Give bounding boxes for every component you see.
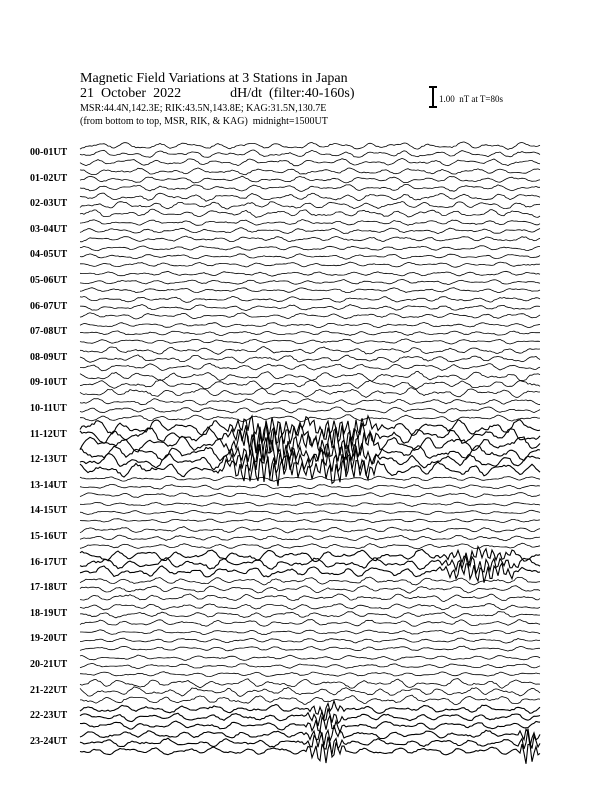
hour-label: 08-09UT bbox=[30, 351, 68, 363]
trace-msr-16-17UT bbox=[80, 563, 540, 583]
trace-kag-14-15UT bbox=[80, 502, 540, 506]
trace-msr-18-19UT bbox=[80, 620, 540, 627]
hour-label: 02-03UT bbox=[30, 198, 68, 210]
trace-rik-14-15UT bbox=[80, 510, 540, 514]
trace-kag-08-09UT bbox=[80, 347, 540, 355]
hour-label: 21-22UT bbox=[30, 684, 68, 696]
station-coordinates: MSR:44.4N,142.3E; RIK:43.5N,143.8E; KAG:31.5N,130.7E bbox=[80, 103, 327, 114]
trace-msr-20-21UT bbox=[80, 672, 540, 677]
station-order-note: (from bottom to top, MSR, RIK, & KAG) midnight=1500UT bbox=[80, 116, 328, 127]
trace-rik-17-18UT bbox=[80, 586, 540, 594]
trace-kag-06-07UT bbox=[80, 297, 540, 303]
trace-msr-14-15UT bbox=[80, 519, 540, 523]
hour-label: 20-21UT bbox=[30, 659, 68, 670]
trace-kag-15-16UT bbox=[80, 527, 540, 533]
trace-kag-09-10UT bbox=[80, 371, 540, 381]
hour-label: 13-14UT bbox=[30, 479, 68, 491]
hour-label: 09-10UT bbox=[30, 377, 68, 389]
hour-label: 10-11UT bbox=[30, 403, 67, 414]
trace-msr-02-03UT bbox=[80, 209, 540, 217]
trace-rik-07-08UT bbox=[80, 331, 540, 336]
trace-msr-12-13UT bbox=[80, 453, 540, 486]
trace-rik-04-05UT bbox=[80, 254, 540, 259]
trace-msr-09-10UT bbox=[80, 388, 540, 398]
trace-kag-18-19UT bbox=[80, 604, 540, 610]
trace-kag-20-21UT bbox=[80, 655, 540, 660]
hour-label: 14-15UT bbox=[30, 505, 68, 517]
trace-kag-13-14UT bbox=[80, 476, 540, 481]
trace-rik-21-22UT bbox=[80, 687, 540, 697]
trace-rik-18-19UT bbox=[80, 612, 540, 619]
trace-msr-17-18UT bbox=[80, 594, 540, 602]
hour-label: 11-12UT bbox=[30, 428, 67, 440]
trace-rik-06-07UT bbox=[80, 305, 540, 311]
trace-rik-01-02UT bbox=[80, 176, 540, 183]
trace-msr-13-14UT bbox=[80, 493, 540, 498]
hour-label: 22-23UT bbox=[30, 710, 68, 722]
trace-kag-01-02UT bbox=[80, 168, 540, 175]
trace-rik-13-14UT bbox=[80, 485, 540, 490]
trace-msr-00-01UT bbox=[80, 158, 540, 165]
hour-label: 03-04UT bbox=[30, 223, 68, 235]
hour-label: 07-08UT bbox=[30, 326, 68, 338]
trace-kag-19-20UT bbox=[80, 630, 540, 635]
trace-rik-08-09UT bbox=[80, 355, 540, 363]
trace-msr-06-07UT bbox=[80, 313, 540, 319]
trace-rik-19-20UT bbox=[80, 638, 540, 643]
hour-label: 12-13UT bbox=[30, 454, 68, 466]
hour-label: 18-19UT bbox=[30, 607, 68, 619]
date-and-filter: 21 October 2022 dH/dt (filter:40-160s) bbox=[80, 86, 355, 101]
hour-label: 23-24UT bbox=[30, 735, 68, 747]
trace-msr-04-05UT bbox=[80, 262, 540, 267]
trace-rik-03-04UT bbox=[80, 228, 540, 234]
trace-kag-07-08UT bbox=[80, 322, 540, 327]
trace-msr-01-02UT bbox=[80, 185, 540, 192]
trace-msr-19-20UT bbox=[80, 646, 540, 651]
hour-label: 04-05UT bbox=[30, 249, 68, 261]
hour-label: 19-20UT bbox=[30, 633, 68, 645]
trace-rik-10-11UT bbox=[80, 407, 540, 413]
trace-kag-17-18UT bbox=[80, 577, 540, 585]
trace-kag-03-04UT bbox=[80, 220, 540, 226]
trace-msr-21-22UT bbox=[80, 695, 540, 705]
chart-title: Magnetic Field Variations at 3 Stations in Japan bbox=[80, 71, 348, 86]
trace-msr-15-16UT bbox=[80, 543, 540, 549]
trace-msr-08-09UT bbox=[80, 363, 540, 371]
hour-label: 05-06UT bbox=[30, 275, 68, 286]
hour-label: 15-16UT bbox=[30, 531, 68, 542]
hour-label: 06-07UT bbox=[30, 300, 68, 312]
hour-label: 16-17UT bbox=[30, 556, 68, 568]
trace-kag-04-05UT bbox=[80, 246, 540, 251]
trace-kag-10-11UT bbox=[80, 399, 540, 405]
hour-label: 17-18UT bbox=[30, 582, 68, 594]
scale-label: 1.00 nT at T=80s bbox=[439, 94, 503, 104]
trace-kag-21-22UT bbox=[80, 679, 540, 689]
trace-kag-00-01UT bbox=[80, 142, 540, 150]
trace-msr-05-06UT bbox=[80, 288, 540, 293]
trace-rik-05-06UT bbox=[80, 280, 540, 285]
trace-kag-02-03UT bbox=[80, 193, 540, 201]
trace-rik-20-21UT bbox=[80, 663, 540, 668]
trace-kag-05-06UT bbox=[80, 271, 540, 276]
trace-rik-09-10UT bbox=[80, 380, 540, 390]
trace-rik-00-01UT bbox=[80, 150, 540, 157]
trace-msr-03-04UT bbox=[80, 236, 540, 242]
trace-msr-10-11UT bbox=[80, 415, 540, 422]
trace-rik-02-03UT bbox=[80, 202, 540, 210]
trace-rik-15-16UT bbox=[80, 535, 540, 541]
hour-label: 00-01UT bbox=[30, 147, 68, 158]
hour-label: 01-02UT bbox=[30, 172, 68, 184]
trace-kag-22-23UT bbox=[80, 701, 540, 718]
trace-msr-07-08UT bbox=[80, 339, 540, 344]
